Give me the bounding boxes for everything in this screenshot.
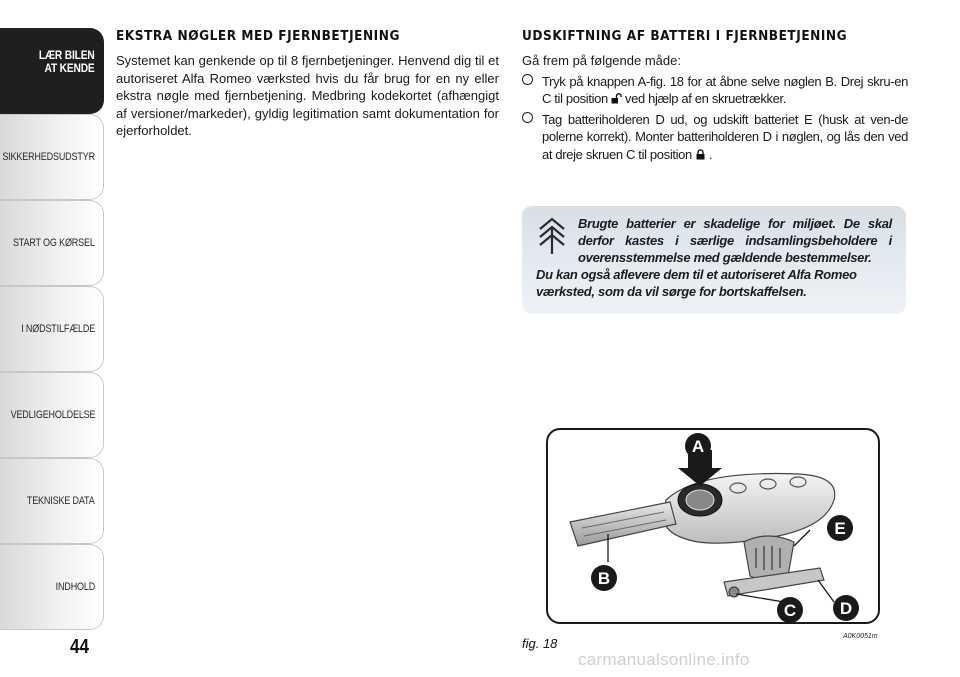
- bullet-circle-icon: [522, 112, 533, 123]
- right-column: [522, 28, 908, 166]
- tab-label: LÆR BILEN AT KENDE: [39, 48, 95, 75]
- tab-vedligeholdelse[interactable]: [0, 372, 104, 458]
- label-b: B: [597, 569, 611, 588]
- intro-text: Gå frem på følgende måde:: [522, 53, 681, 68]
- left-column: [116, 28, 499, 140]
- label-e: E: [834, 519, 846, 538]
- page-number: 44: [70, 636, 89, 658]
- unlock-icon: [611, 93, 622, 104]
- environment-note: [522, 206, 906, 314]
- tab-indhold[interactable]: [0, 544, 104, 630]
- tab-label: VEDLIGEHOLDELSE: [10, 408, 95, 421]
- watermark: carmanualsonline.info: [578, 650, 750, 669]
- label-c: C: [783, 601, 797, 620]
- screw-c: [729, 587, 739, 597]
- list-item: Tryk på knappen A-fig. 18 for at åbne selve nøglen B. Drej skru-en C til position ved hjælp af en skruetrækker.: [522, 73, 908, 108]
- label-a: A: [691, 437, 705, 456]
- note-text: [536, 215, 892, 300]
- extra-keys-paragraph: Systemet kan genkende op til 8 fjernbetjeninger. Henvend dig til et autoriseret Alfa Romeo værksted hvis du får brug for en ny eller ekstra nøgle med fjernbetjening. Medbring kodekortet (afhængigt af versioner/markeder), gyldig legitimation samt dokumentation for ejerforholdet.: [116, 53, 499, 138]
- tab-tekniske-data[interactable]: [0, 458, 104, 544]
- tab-label: SIKKERHEDSUDSTYR: [2, 150, 95, 163]
- tab-label: START OG KØRSEL: [13, 236, 95, 249]
- figure-code: A0K0051m: [843, 633, 878, 640]
- tab-label: INDHOLD: [55, 580, 95, 593]
- tab-label: I NØDSTILFÆLDE: [21, 322, 95, 335]
- figure-caption: fig. 18: [522, 636, 558, 651]
- bullet-circle-icon: [522, 74, 533, 85]
- tab-start-og-korsel[interactable]: [0, 200, 104, 286]
- key-figure: [546, 428, 880, 624]
- note-text-first: Brugte batterier er skadelige for miljøet. De skal derfor kastes i særlige indsamlingsbeholdere i overensstemmelse med gældende bestemmelser.: [578, 216, 892, 265]
- tab-sikkerhedsudstyr[interactable]: [0, 114, 104, 200]
- tab-i-nodstilfaelde[interactable]: [0, 286, 104, 372]
- key-illustration: [548, 430, 880, 624]
- section-heading-extra-keys: EKSTRA NØGLER MED FJERNBETJENING: [116, 28, 400, 44]
- lock-icon: [695, 149, 706, 160]
- key-blade: [570, 502, 676, 546]
- tab-label: TEKNISKE DATA: [27, 494, 95, 507]
- tab-laer-bilen-at-kende[interactable]: [0, 28, 104, 114]
- label-d: D: [839, 599, 853, 618]
- list-item: Tag batteriholderen D ud, og udskift batteriet E (husk at ven-de polerne korrekt). Monter batteriholderen D i nøglen, og lås den ved at dreje skruen C til position .: [522, 111, 908, 164]
- note-text-rest: Du kan også aflevere dem til et autoriseret Alfa Romeo værksted, som da vil sørge for bortskaffelsen.: [536, 267, 857, 299]
- instruction-list: [522, 73, 908, 164]
- section-heading-battery-replacement: UDSKIFTNING AF BATTERI I FJERNBETJENING: [522, 28, 848, 44]
- tree-recycle-icon: [536, 217, 568, 255]
